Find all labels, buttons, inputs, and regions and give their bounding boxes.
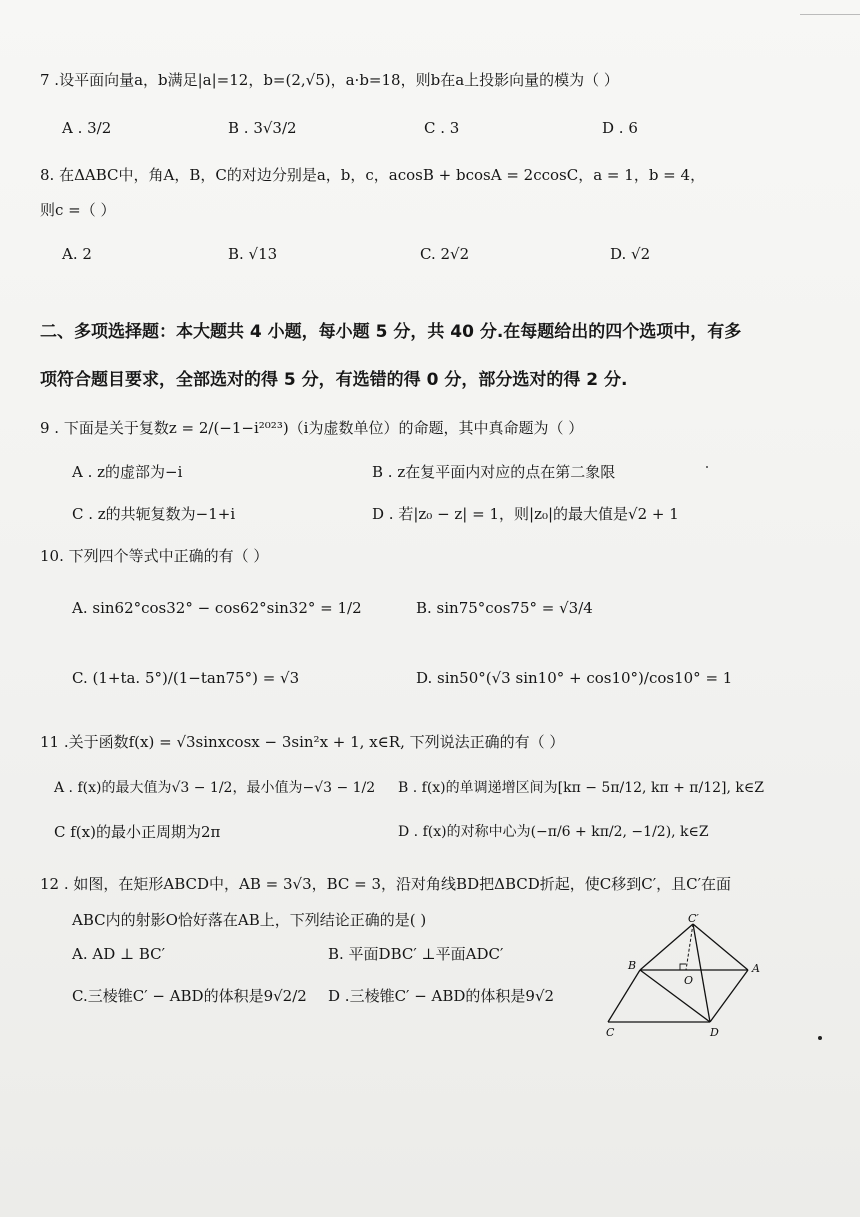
section2-heading-line1: 二、多项选择题：本大题共 4 小题，每小题 5 分，共 40 分.在每题给出的四个选项中，有多 [40,322,742,342]
q9-option-d: D . 若|z₀ − z| = 1，则|z₀|的最大值是√2 + 1 [372,505,679,523]
q9-option-b: B . z在复平面内对应的点在第二象限 [372,463,616,481]
q12-stem: 12 . 如图，在矩形ABCD中，AB = 3√3，BC = 3，沿对角线BD把ΔBCD折起，使C移到C′，且C′在面 [40,875,731,893]
q10-option-b: B. sin75°cos75° = √3/4 [416,599,593,617]
q12-option-a: A. AD ⊥ BC′ [72,945,166,963]
q11-option-c: C f(x)的最小正周期为2π [54,823,221,841]
q11-stem: 11 .关于函数f(x) = √3sinxcosx − 3sin²x + 1, x∈R, 下列说法正确的有（ ） [40,733,565,751]
label-d: D [710,1026,719,1039]
right-angle-mark [680,964,686,970]
q11-option-d: D . f(x)的对称中心为(−π/6 + kπ/2, −1/2), k∈Z [398,824,709,840]
label-b: B [628,959,637,972]
q9-option-a: A . z的虚部为−i [72,463,183,481]
q7-option-c: C . 3 [424,119,460,137]
q7-option-a: A . 3/2 [62,119,112,137]
edge-ad [710,970,748,1022]
q12-option-d: D .三棱锥C′ − ABD的体积是9√2 [328,987,555,1005]
edge-cprime-b [640,924,693,970]
q10-stem: 10. 下列四个等式中正确的有（ ） [40,547,269,565]
q10-option-a: A. sin62°cos32° − cos62°sin32° = 1/2 [72,599,362,617]
q9-stem: 9 . 下面是关于复数z = 2/(−1−i²⁰²³)（i为虚数单位）的命题，其中真命题为（ ） [40,419,584,437]
q11-option-b: B . f(x)的单调递增区间为[kπ − 5π/12, kπ + π/12], k∈Z [398,780,764,796]
q8-stem-2: 则c =（ ） [40,201,116,219]
q8-option-c: C. 2√2 [420,245,470,263]
label-o: O [684,974,694,987]
scan-dot-small [706,466,708,468]
q11-option-a: A . f(x)的最大值为√3 − 1/2，最小值为−√3 − 1/2 [54,780,376,796]
edge-cprime-a [693,924,748,970]
q12-option-b: B. 平面DBC′ ⊥平面ADC′ [328,945,504,963]
q10-option-c: C. (1+ta. 5°)/(1−tan75°) = √3 [72,669,300,687]
q7-stem: 7 .设平面向量a，b满足|a|=12，b=(2,√5)，a·b=18，则b在a上投影向量的模为（ ） [40,71,619,89]
edge-cprime-d [693,924,710,1022]
q12-stem-2: ABC内的射影O恰好落在AB上，下列结论正确的是( ) [72,911,427,929]
section2-heading-line2: 项符合题目要求，全部选对的得 5 分，有选错的得 0 分，部分选对的得 2 分. [40,370,628,390]
q12-option-c: C.三棱锥C′ − ABD的体积是9√2/2 [72,987,307,1005]
edge-cprime-o [686,924,693,970]
folded-rectangle-figure [598,912,768,1042]
q8-stem: 8. 在ΔABC中，角A，B，C的对边分别是a，b，c，acosB + bcosA = 2ccosC，a = 1，b = 4， [40,166,706,184]
q8-option-d: D. √2 [610,245,651,263]
q9-option-c: C . z的共轭复数为−1+i [72,505,236,523]
page-edge-mark [800,0,860,15]
q7-option-b: B . 3√3/2 [228,119,297,137]
label-cprime: C′ [688,912,699,925]
q8-option-a: A. 2 [62,245,92,263]
label-a: A [752,962,760,975]
edge-cb [608,970,640,1022]
q8-option-b: B. √13 [228,245,278,263]
edge-bd [640,970,710,1022]
q10-option-d: D. sin50°(√3 sin10° + cos10°)/cos10° = 1 [416,669,733,687]
scan-dot [818,1036,822,1040]
label-c: C [606,1026,615,1039]
q7-option-d: D . 6 [602,119,638,137]
